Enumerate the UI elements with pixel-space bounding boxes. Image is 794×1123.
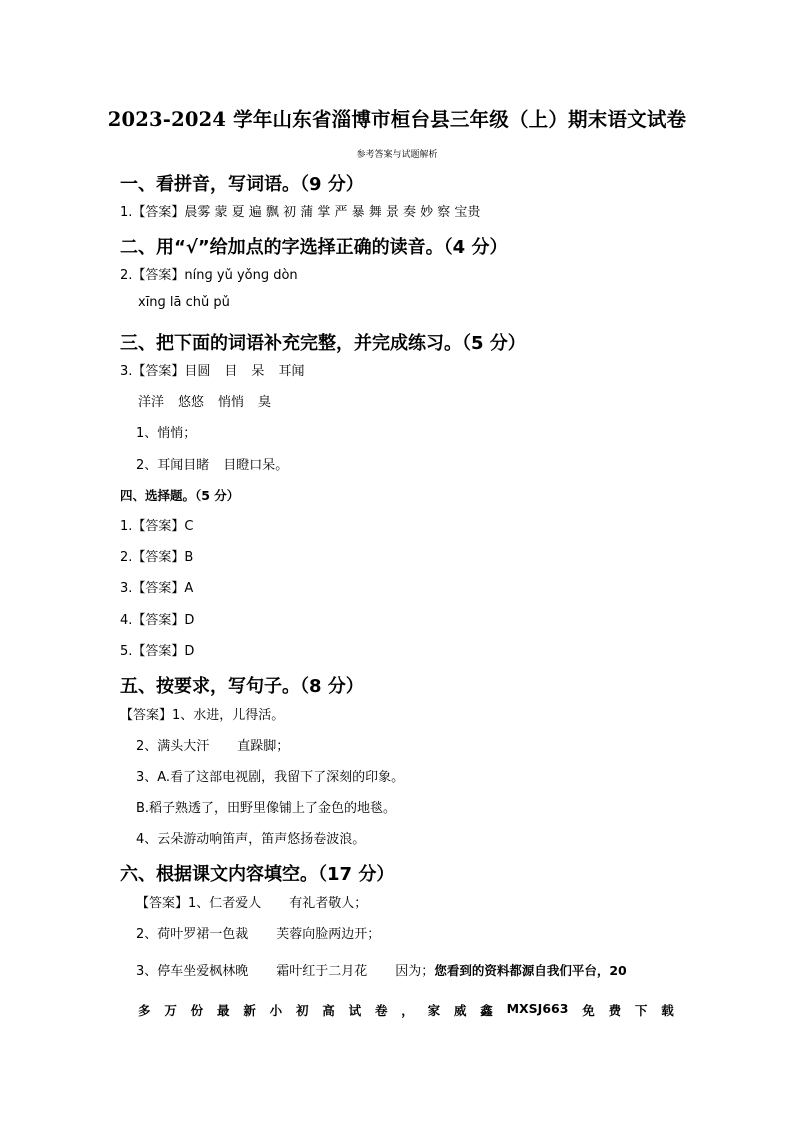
answer-part: 因为； [395, 964, 435, 979]
ad-char: 初 [295, 1003, 309, 1018]
section-1-heading: 一、看拼音，写词语。（9 分） [120, 174, 364, 195]
answer-line [136, 960, 627, 979]
answer-line: 2.【答案】nínɡ yǔ yǒnɡ dòn [120, 268, 298, 283]
answer-line: xīnɡ lā chǔ pǔ [138, 295, 230, 310]
ad-char: 免 [582, 1003, 595, 1018]
section-4-heading: 四、选择题。（5 分） [120, 488, 240, 503]
ad-char: 威 [453, 1003, 467, 1018]
ad-char: ， [401, 1003, 414, 1018]
answer-part: 直跺脚； [237, 739, 290, 754]
answer-line: 3、A.看了这部电视剧，我留下了深刻的印象。 [136, 770, 405, 785]
ad-char: 鑫 [480, 1003, 493, 1018]
answer-line: 1、悄悄； [136, 426, 197, 441]
answer-line [136, 923, 380, 942]
ad-char: 费 [608, 1003, 622, 1018]
answer-part: 芙蓉向脸两边开； [276, 927, 381, 942]
ad-char: 家 [427, 1003, 441, 1018]
page-title: 2023-2024 学年山东省淄博市桓台县三年级（上）期末语文试卷 [107, 108, 687, 131]
answer-part: 3.【答案】目圆 [120, 364, 211, 379]
ad-char: 试 [348, 1003, 362, 1018]
answer-part: 目 [224, 364, 238, 379]
answer-part: 2、耳闻目睹 [136, 458, 210, 473]
answer-line [120, 360, 304, 379]
answer-part: 3、停车坐爱枫林晚 [136, 964, 249, 979]
answer-line: 1.【答案】晨雾 蒙 夏 遍 飘 初 蒲 掌 严 暴 舞 景 奏 妙 察 宝贵 [120, 205, 481, 220]
answer-line: 4.【答案】D [120, 613, 195, 628]
page-subtitle: 参考答案与试题解析 [356, 150, 438, 160]
answer-part: 呆 [251, 364, 265, 379]
ad-banner-line2 [138, 1001, 674, 1019]
answer-part: 洋洋 [138, 395, 165, 410]
answer-line: 1.【答案】C [120, 519, 194, 534]
answer-part: 2、满头大汗 [136, 739, 210, 754]
answer-part: 【答案】1、仁者爱人 [136, 896, 262, 911]
answer-part: 有礼者敬人； [289, 896, 368, 911]
section-2-heading: 二、用“√”给加点的字选择正确的读音。（4 分） [120, 237, 508, 258]
answer-part: 霜叶红于二月花 [276, 964, 368, 979]
ad-char: 高 [322, 1003, 335, 1018]
answer-line: 4、云朵游动响笛声，笛声悠扬卷波浪。 [136, 832, 366, 847]
answer-part: 2、荷叶罗裙一色裁 [136, 927, 249, 942]
answer-line [136, 892, 367, 911]
answer-line [136, 735, 289, 754]
answer-line: 【答案】1、水进，儿得活。 [120, 708, 285, 723]
answer-line: B.稻子熟透了，田野里像铺上了金色的地毯。 [136, 801, 397, 816]
answer-line: 5.【答案】D [120, 644, 195, 659]
answer-line [138, 391, 271, 410]
ad-char: 多 [138, 1003, 151, 1018]
ad-char: 载 [661, 1003, 674, 1018]
ad-char: 小 [269, 1003, 283, 1018]
section-5-heading: 五、按要求，写句子。（8 分） [120, 676, 364, 697]
answer-part: 耳闻 [278, 364, 305, 379]
ad-char: 下 [634, 1003, 648, 1018]
ad-char: 新 [243, 1003, 256, 1018]
section-6-heading: 六、根据课文内容填空。（17 分） [120, 864, 395, 885]
answer-part: 目瞪口呆。 [223, 458, 289, 473]
ad-char: 份 [190, 1003, 204, 1018]
answer-line [136, 454, 288, 473]
ad-banner-line1: 您看到的资料都源自我们平台，20 [434, 963, 627, 978]
answer-part: 臭 [258, 395, 272, 410]
ad-char: 最 [216, 1003, 230, 1018]
answer-line: 3.【答案】A [120, 581, 194, 596]
section-3-heading: 三、把下面的词语补充完整，并完成练习。（5 分） [120, 333, 526, 354]
answer-part: 悠悠 [178, 395, 205, 410]
ad-char: 万 [164, 1003, 177, 1018]
answer-line: 2.【答案】B [120, 550, 194, 565]
answer-part: 悄悄 [218, 395, 245, 410]
ad-code: MXSJ663 [506, 1001, 569, 1016]
ad-char: 卷 [374, 1003, 388, 1018]
